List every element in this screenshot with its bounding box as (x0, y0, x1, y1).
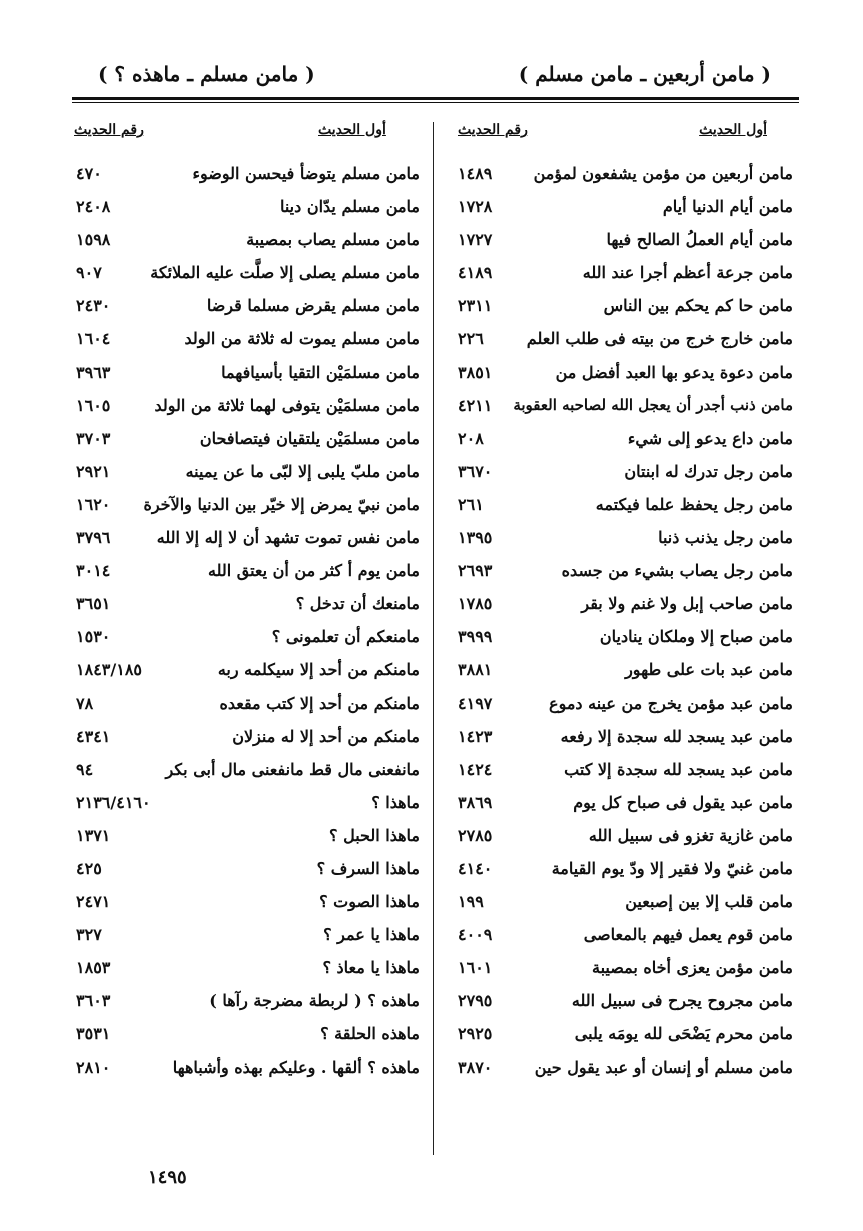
hadith-number: ٣٢٧ (76, 925, 102, 945)
hadith-number: ٩٤ (76, 759, 94, 779)
hadith-number: ٢٤٧١ (76, 892, 111, 912)
list-item (72, 325, 420, 358)
hadith-opening: مامن مسلم يصلى إلا صلَّت عليه الملائكة (150, 263, 420, 283)
list-item (72, 292, 420, 325)
list-item (448, 723, 793, 756)
hadith-opening: مامن مسلم يصاب بمصيبة (246, 230, 420, 250)
hadith-number: ٢٧٨٥ (458, 825, 493, 845)
list-item (448, 921, 793, 954)
running-head-right: ( مامن أربعين ـ مامن مسلم ) (518, 62, 771, 86)
hadith-opening: مامن مسلم يقرض مسلما قرضا (206, 296, 420, 316)
list-item (72, 590, 420, 623)
hadith-opening: مامن قلب إلا بين إصبعين (625, 892, 793, 912)
hadith-number: ٣٦٠٣ (76, 991, 111, 1011)
hadith-opening: مامن أيام الدنيا أيام (662, 197, 793, 217)
hadith-number: ١٧٢٨ (458, 197, 493, 217)
hadith-opening: مامن مسلم يموت له ثلاثة من الولد (184, 329, 420, 349)
hadith-number: ٢١٣٦/٤١٦٠ (76, 792, 151, 812)
hadith-number: ٣٧٠٣ (76, 428, 111, 448)
hadith-number: ١٧٢٧ (458, 230, 493, 250)
header-rule (72, 97, 799, 100)
hadith-opening: مامن دعوة يدعو بها العبد أفضل من (555, 362, 793, 382)
list-item (72, 193, 420, 226)
hadith-opening: مامن أربعين من مؤمن يشفعون لمؤمن (533, 164, 793, 183)
hadith-opening: ماهذا يا معاذ ؟ (322, 958, 420, 978)
list-item (72, 557, 420, 590)
left-number-label: رقم الحديث (74, 122, 144, 138)
list-item (448, 193, 793, 226)
list-item (72, 425, 420, 458)
hadith-opening: ماهذا السرف ؟ (316, 858, 420, 878)
hadith-opening: مامن قوم يعمل فيهم بالمعاصى (583, 925, 793, 945)
hadith-opening: مامن عبد يسجد لله سجدة إلا كتب (564, 759, 793, 779)
list-item (448, 987, 793, 1020)
hadith-number: ٣٨٥١ (458, 362, 493, 382)
list-item (448, 359, 793, 392)
hadith-opening: مامنكم من أحد إلا سيكلمه ربه (217, 660, 420, 680)
hadith-opening: مامن رجل يصاب بشيء من جسده (561, 561, 793, 581)
hadith-number: ١٦٠١ (458, 958, 493, 978)
right-first-label: أول الحديث (699, 122, 767, 138)
hadith-number: ٤٠٠٩ (458, 925, 493, 945)
right-column-list (448, 160, 793, 1087)
list-item (448, 425, 793, 458)
hadith-opening: مامنعك أن تدخل ؟ (295, 594, 420, 614)
hadith-opening: مامن ملبّ يلبى إلا لبّى ما عن يمينه (185, 461, 420, 481)
list-item (448, 623, 793, 656)
hadith-number: ٣٩٦٣ (76, 362, 111, 382)
hadith-opening: مامن محرم يَضْحَى لله يومَه يلبى (574, 1024, 793, 1044)
hadith-number: ٩٠٧ (76, 263, 102, 283)
list-item (72, 756, 420, 789)
running-head-left: ( مامن مسلم ـ ماهذه ؟ ) (98, 62, 315, 86)
hadith-opening: مامن صباح إلا وملكان يناديان (599, 627, 793, 647)
list-item (448, 822, 793, 855)
hadith-opening: مامن رجل تدرك له ابنتان (624, 461, 793, 481)
hadith-opening: ماهذا الصوت ؟ (319, 892, 420, 912)
hadith-number: ٤٣٤١ (76, 726, 111, 746)
list-item (72, 789, 420, 822)
hadith-number: ٢٣١١ (458, 296, 493, 316)
list-item (448, 954, 793, 987)
hadith-opening: مامن حا كم يحكم بين الناس (603, 296, 793, 316)
hadith-number: ٣٨٧٠ (458, 1057, 493, 1077)
hadith-number: ٤٢١١ (458, 395, 493, 415)
list-item (72, 1054, 420, 1087)
hadith-number: ١٥٣٠ (76, 627, 111, 647)
list-item (72, 921, 420, 954)
list-item (448, 756, 793, 789)
list-item (72, 888, 420, 921)
list-item (72, 160, 420, 193)
hadith-number: ٢٤٣٠ (76, 296, 111, 316)
hadith-opening: مامن غنيّ ولا فقير إلا ودّ يوم القيامة (551, 858, 793, 878)
list-item (448, 1020, 793, 1053)
hadith-opening: مامنعكم أن تعلمونى ؟ (271, 627, 420, 647)
hadith-opening: مامن جرعة أعظم أجرا عند الله (582, 263, 793, 283)
hadith-number: ٣٨٨١ (458, 660, 493, 680)
hadith-opening: مامن مسلم يدّان دينا (279, 197, 420, 217)
hadith-number: ١٨٥٣ (76, 958, 111, 978)
list-item (72, 954, 420, 987)
list-item (72, 458, 420, 491)
hadith-number: ٢٦٩٣ (458, 561, 493, 581)
hadith-opening: ماهذا الحبل ؟ (329, 825, 420, 845)
hadith-number: ١٦٢٠ (76, 494, 111, 514)
hadith-number: ١٣٩٥ (458, 528, 493, 548)
hadith-opening: مامن رجل يذنب ذنبا (658, 528, 793, 548)
hadith-opening: مامن عبد بات على طهور (625, 660, 793, 680)
list-item (448, 325, 793, 358)
hadith-number: ٣٧٩٦ (76, 528, 111, 548)
hadith-opening: مامن عبد مؤمن يخرج من عينه دموع (549, 693, 793, 713)
list-item (72, 524, 420, 557)
hadith-opening: مامنكم من أحد إلا له منزلان (232, 726, 420, 746)
header-rule-thin (72, 102, 799, 103)
hadith-number: ٢٤٠٨ (76, 197, 111, 217)
left-first-label: أول الحديث (318, 122, 386, 138)
hadith-opening: مامن أيام العملُ الصالح فيها (606, 230, 793, 250)
hadith-number: ٢٦١ (458, 494, 484, 514)
list-item (72, 226, 420, 259)
list-item (448, 524, 793, 557)
list-item (72, 656, 420, 689)
hadith-number: ١٤٢٣ (458, 726, 493, 746)
hadith-number: ٢٧٩٥ (458, 991, 493, 1011)
hadith-number: ٣٨٦٩ (458, 792, 493, 812)
hadith-number: ٤١٤٠ (458, 858, 493, 878)
list-item (72, 623, 420, 656)
list-item (72, 987, 420, 1020)
list-item (448, 789, 793, 822)
list-item (448, 491, 793, 524)
list-item (448, 590, 793, 623)
hadith-opening: مامن مسلم أو إنسان أو عبد يقول حين (534, 1057, 793, 1077)
list-item (72, 1020, 420, 1053)
hadith-number: ١٣٧١ (76, 825, 111, 845)
hadith-number: ٢٢٦ (458, 329, 484, 349)
list-item (448, 458, 793, 491)
hadith-opening: ماهذه ؟ ألقها . وعليكم بهذه وأشباهها (172, 1057, 420, 1077)
hadith-number: ٣٠١٤ (76, 561, 111, 581)
list-item (448, 855, 793, 888)
hadith-number: ١٤٢٤ (458, 759, 493, 779)
hadith-opening: مامن عبد يقول فى صباح كل يوم (573, 792, 793, 812)
hadith-opening: مامن خارج خرج من بيته فى طلب العلم (526, 329, 793, 349)
hadith-number: ٢٠٨ (458, 428, 484, 448)
hadith-opening: مامن مسلمَيْن يتوفى لهما ثلاثة من الولد (154, 395, 420, 415)
list-item (72, 259, 420, 292)
hadith-opening: مامن نبيّ يمرض إلا خيّر بين الدنيا والآخرة (143, 494, 420, 514)
hadith-opening: مامن غازية تغزو فى سبيل الله (588, 825, 793, 845)
hadith-opening: مامن رجل يحفظ علما فيكتمه (595, 494, 793, 514)
list-item (448, 160, 793, 193)
hadith-opening: مامن مسلمَيْن التقيا بأسيافهما (221, 362, 420, 382)
list-item (448, 392, 793, 425)
hadith-opening: مامن مسلمَيْن يلتقيان فيتصافحان (199, 428, 420, 448)
hadith-number: ٣٦٧٠ (458, 461, 493, 481)
list-item (448, 259, 793, 292)
hadith-number: ٣٥٣١ (76, 1024, 111, 1044)
hadith-opening: مانفعنى مال قط مانفعنى مال أبى بكر (165, 759, 420, 779)
list-item (448, 226, 793, 259)
column-divider (433, 122, 434, 1155)
hadith-opening: ماهذه ؟ ( لربطة مضرجة رآها ) (209, 991, 420, 1011)
list-item (72, 723, 420, 756)
list-item (72, 822, 420, 855)
list-item (72, 359, 420, 392)
list-item (448, 656, 793, 689)
hadith-number: ٣٩٩٩ (458, 627, 493, 647)
hadith-opening: مامن مسلم يتوضأ فيحسن الوضوء (192, 164, 420, 183)
left-column-list (72, 160, 420, 1087)
hadith-number: ١٧٨٥ (458, 594, 493, 614)
list-item (72, 855, 420, 888)
hadith-number: ٣٦٥١ (76, 594, 111, 614)
list-item (448, 888, 793, 921)
page-number: ١٤٩٥ (148, 1167, 187, 1188)
hadith-number: ٢٨١٠ (76, 1057, 111, 1077)
hadith-number: ١٨٤٣/١٨٥ (76, 660, 142, 680)
hadith-opening: ماهذا ؟ (371, 792, 420, 812)
right-number-label: رقم الحديث (458, 122, 528, 138)
hadith-number: ٤١٨٩ (458, 263, 493, 283)
hadith-opening: ماهذا يا عمر ؟ (323, 925, 420, 945)
hadith-opening: مامن نفس تموت تشهد أن لا إله إلا الله (156, 528, 420, 548)
list-item (72, 690, 420, 723)
hadith-number: ٧٨ (76, 693, 94, 713)
hadith-number: ٢٩٢١ (76, 461, 111, 481)
list-item (448, 690, 793, 723)
list-item (448, 292, 793, 325)
hadith-opening: مامن مجروح يجرح فى سبيل الله (571, 991, 793, 1011)
hadith-number: ٢٩٢٥ (458, 1024, 493, 1044)
list-item (72, 392, 420, 425)
hadith-number: ٤٧٠ (76, 164, 102, 183)
hadith-opening: مامنكم من أحد إلا كتب مقعده (219, 693, 420, 713)
hadith-number: ١٤٨٩ (458, 164, 493, 183)
hadith-opening: مامن عبد يسجد لله سجدة إلا رفعه (560, 726, 793, 746)
hadith-opening: مامن يوم أ كثر من أن يعتق الله (207, 561, 420, 581)
list-item (448, 557, 793, 590)
hadith-number: ١٩٩ (458, 892, 484, 912)
hadith-opening: مامن داع يدعو إلى شيء (627, 428, 793, 448)
hadith-number: ١٦٠٤ (76, 329, 111, 349)
hadith-opening: ماهذه الحلقة ؟ (320, 1024, 420, 1044)
hadith-number: ١٦٠٥ (76, 395, 111, 415)
hadith-opening: مامن ذنب أجدر أن يعجل الله لصاحبه العقوبة (513, 395, 793, 414)
hadith-opening: مامن صاحب إبل ولا غنم ولا بقر (581, 594, 793, 614)
hadith-number: ٤١٩٧ (458, 693, 493, 713)
list-item (448, 1054, 793, 1087)
hadith-opening: مامن مؤمن يعزى أخاه بمصيبة (592, 958, 793, 978)
hadith-number: ١٥٩٨ (76, 230, 111, 250)
hadith-number: ٤٢٥ (76, 858, 102, 878)
list-item (72, 491, 420, 524)
